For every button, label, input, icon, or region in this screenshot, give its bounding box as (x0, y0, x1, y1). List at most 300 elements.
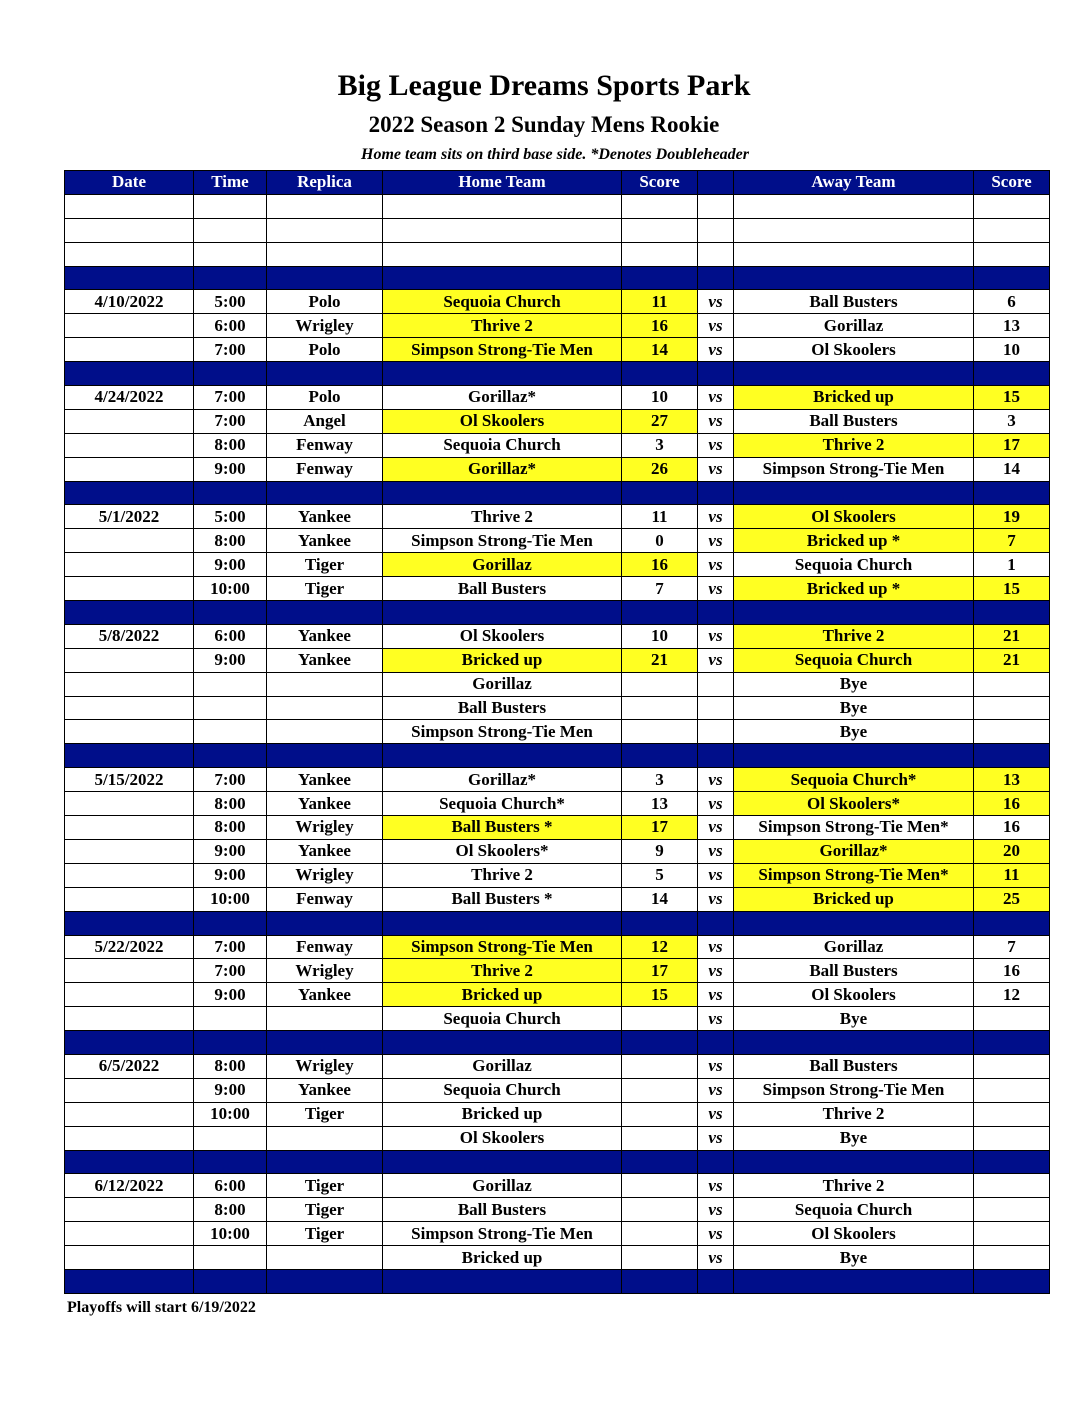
blank-cell (698, 194, 734, 218)
field-replica (267, 1126, 383, 1150)
separator-cell (698, 744, 734, 768)
game-date: 5/1/2022 (65, 505, 194, 529)
away-score: 25 (974, 887, 1050, 911)
blank-cell (734, 242, 974, 266)
separator-cell (383, 362, 622, 386)
game-row (65, 935, 1050, 959)
home-score: 27 (622, 409, 698, 433)
home-score (622, 1054, 698, 1078)
home-score: 16 (622, 314, 698, 338)
away-team: Bricked up (734, 386, 974, 410)
vs-label: vs (698, 792, 734, 816)
away-team: Ol Skoolers* (734, 792, 974, 816)
game-time (194, 672, 267, 696)
vs-label: vs (698, 577, 734, 601)
blank-row (65, 194, 1050, 218)
away-team: Simpson Strong-Tie Men (734, 457, 974, 481)
field-replica (267, 1007, 383, 1031)
page-title: Big League Dreams Sports Park (337, 69, 751, 102)
blank-cell (267, 194, 383, 218)
field-replica: Wrigley (267, 959, 383, 983)
away-score: 6 (974, 290, 1050, 314)
vs-label: vs (698, 386, 734, 410)
separator-cell (383, 911, 622, 935)
vs-label: vs (698, 409, 734, 433)
home-score: 13 (622, 792, 698, 816)
week-separator-row (65, 911, 1050, 935)
home-team: Ol Skoolers* (383, 839, 622, 863)
vs-label: vs (698, 1198, 734, 1222)
home-score: 11 (622, 290, 698, 314)
away-team: Thrive 2 (734, 1174, 974, 1198)
game-time: 6:00 (194, 314, 267, 338)
week-separator-row (65, 744, 1050, 768)
home-score (622, 1174, 698, 1198)
game-date (65, 314, 194, 338)
week-separator-row (65, 1269, 1050, 1293)
game-row (65, 314, 1050, 338)
separator-cell (622, 1269, 698, 1293)
game-row (65, 983, 1050, 1007)
vs-label: vs (698, 338, 734, 362)
playoffs-note: Playoffs will start 6/19/2022 (67, 1299, 256, 1316)
separator-cell (698, 1269, 734, 1293)
game-time: 8:00 (194, 433, 267, 457)
away-score: 16 (974, 816, 1050, 840)
home-team: Gorillaz* (383, 768, 622, 792)
away-team: Simpson Strong-Tie Men* (734, 863, 974, 887)
away-team: Gorillaz (734, 935, 974, 959)
blank-cell (698, 218, 734, 242)
field-replica: Tiger (267, 553, 383, 577)
separator-cell (734, 1269, 974, 1293)
separator-cell (267, 266, 383, 290)
field-replica: Angel (267, 409, 383, 433)
game-row (65, 863, 1050, 887)
home-score: 5 (622, 863, 698, 887)
field-replica: Yankee (267, 792, 383, 816)
separator-cell (974, 481, 1050, 505)
home-score (622, 1246, 698, 1270)
blank-cell (65, 218, 194, 242)
game-row (65, 1102, 1050, 1126)
home-score (622, 720, 698, 744)
separator-cell (698, 601, 734, 625)
home-team: Sequoia Church (383, 1078, 622, 1102)
game-date (65, 1126, 194, 1150)
game-row (65, 839, 1050, 863)
separator-cell (65, 266, 194, 290)
separator-cell (65, 911, 194, 935)
game-date (65, 1198, 194, 1222)
away-score: 10 (974, 338, 1050, 362)
away-team: Simpson Strong-Tie Men* (734, 816, 974, 840)
separator-cell (734, 1150, 974, 1174)
home-team: Ball Busters (383, 577, 622, 601)
separator-cell (734, 266, 974, 290)
week-separator-row (65, 266, 1050, 290)
vs-label: vs (698, 768, 734, 792)
away-team: Bye (734, 1126, 974, 1150)
blank-cell (734, 194, 974, 218)
home-team: Ball Busters * (383, 887, 622, 911)
header-date: Date (65, 171, 194, 195)
separator-cell (974, 601, 1050, 625)
game-row (65, 1007, 1050, 1031)
game-row (65, 1054, 1050, 1078)
vs-label: vs (698, 863, 734, 887)
week-separator-row (65, 1031, 1050, 1055)
separator-cell (194, 1150, 267, 1174)
game-date (65, 1222, 194, 1246)
field-replica: Tiger (267, 577, 383, 601)
away-score (974, 1078, 1050, 1102)
away-team: Bye (734, 1246, 974, 1270)
field-replica: Tiger (267, 1198, 383, 1222)
home-score (622, 1222, 698, 1246)
week-separator-row (65, 1150, 1050, 1174)
home-score: 7 (622, 577, 698, 601)
game-row (65, 338, 1050, 362)
blank-cell (383, 194, 622, 218)
home-score (622, 1198, 698, 1222)
separator-cell (974, 362, 1050, 386)
separator-cell (383, 744, 622, 768)
game-row (65, 1198, 1050, 1222)
vs-label: vs (698, 983, 734, 1007)
game-row (65, 887, 1050, 911)
game-time: 8:00 (194, 816, 267, 840)
home-team: Simpson Strong-Tie Men (383, 529, 622, 553)
game-date (65, 1102, 194, 1126)
home-team: Gorillaz (383, 1054, 622, 1078)
home-team: Gorillaz* (383, 457, 622, 481)
game-row (65, 792, 1050, 816)
home-score: 17 (622, 816, 698, 840)
field-replica: Yankee (267, 624, 383, 648)
game-time (194, 696, 267, 720)
field-replica: Fenway (267, 457, 383, 481)
separator-cell (974, 744, 1050, 768)
game-row (65, 720, 1050, 744)
home-team: Thrive 2 (383, 959, 622, 983)
week-separator-row (65, 481, 1050, 505)
blank-cell (194, 194, 267, 218)
away-score: 15 (974, 577, 1050, 601)
separator-cell (734, 362, 974, 386)
header-home-team: Home Team (383, 171, 622, 195)
separator-cell (383, 601, 622, 625)
away-score: 20 (974, 839, 1050, 863)
vs-label: vs (698, 935, 734, 959)
vs-label (698, 672, 734, 696)
away-score: 15 (974, 386, 1050, 410)
separator-cell (267, 911, 383, 935)
away-score (974, 696, 1050, 720)
away-team: Bricked up * (734, 529, 974, 553)
field-replica (267, 1246, 383, 1270)
away-score: 7 (974, 935, 1050, 959)
game-row (65, 409, 1050, 433)
game-date (65, 338, 194, 362)
field-replica: Fenway (267, 433, 383, 457)
game-time: 9:00 (194, 1078, 267, 1102)
game-date (65, 1246, 194, 1270)
game-date (65, 887, 194, 911)
separator-cell (622, 1150, 698, 1174)
game-time: 7:00 (194, 386, 267, 410)
header-vs (698, 171, 734, 195)
game-row (65, 290, 1050, 314)
game-date (65, 577, 194, 601)
home-score: 10 (622, 624, 698, 648)
home-team: Ol Skoolers (383, 1126, 622, 1150)
away-score: 21 (974, 624, 1050, 648)
away-score: 3 (974, 409, 1050, 433)
vs-label: vs (698, 1174, 734, 1198)
separator-cell (974, 911, 1050, 935)
home-score (622, 696, 698, 720)
away-team: Bye (734, 720, 974, 744)
home-score: 26 (622, 457, 698, 481)
game-date (65, 529, 194, 553)
game-time (194, 1007, 267, 1031)
home-team: Simpson Strong-Tie Men (383, 338, 622, 362)
away-score (974, 1102, 1050, 1126)
field-replica: Yankee (267, 529, 383, 553)
game-time: 8:00 (194, 529, 267, 553)
field-replica (267, 696, 383, 720)
home-score: 12 (622, 935, 698, 959)
header-replica: Replica (267, 171, 383, 195)
game-time: 7:00 (194, 935, 267, 959)
blank-cell (622, 242, 698, 266)
blank-row (65, 242, 1050, 266)
away-team: Sequoia Church (734, 553, 974, 577)
separator-cell (622, 601, 698, 625)
separator-cell (734, 481, 974, 505)
blank-row (65, 218, 1050, 242)
game-date (65, 672, 194, 696)
blank-cell (974, 242, 1050, 266)
away-score: 16 (974, 959, 1050, 983)
home-score: 3 (622, 433, 698, 457)
game-time: 9:00 (194, 983, 267, 1007)
separator-cell (65, 362, 194, 386)
vs-label (698, 696, 734, 720)
game-time: 5:00 (194, 290, 267, 314)
game-date: 5/15/2022 (65, 768, 194, 792)
separator-cell (65, 1031, 194, 1055)
separator-cell (65, 481, 194, 505)
game-time: 8:00 (194, 792, 267, 816)
game-row (65, 1174, 1050, 1198)
field-replica: Yankee (267, 1078, 383, 1102)
game-time: 7:00 (194, 338, 267, 362)
home-score (622, 1078, 698, 1102)
game-time: 8:00 (194, 1054, 267, 1078)
field-replica: Fenway (267, 935, 383, 959)
game-date: 5/8/2022 (65, 624, 194, 648)
field-replica (267, 720, 383, 744)
home-score: 14 (622, 887, 698, 911)
away-score: 17 (974, 433, 1050, 457)
game-date (65, 863, 194, 887)
game-time (194, 720, 267, 744)
field-replica: Tiger (267, 1174, 383, 1198)
away-team: Thrive 2 (734, 624, 974, 648)
week-separator-row (65, 601, 1050, 625)
game-time: 7:00 (194, 959, 267, 983)
game-time (194, 1126, 267, 1150)
schedule-body (65, 194, 1050, 1293)
field-replica: Tiger (267, 1102, 383, 1126)
away-team: Sequoia Church (734, 648, 974, 672)
game-date (65, 839, 194, 863)
field-replica: Wrigley (267, 314, 383, 338)
away-score: 7 (974, 529, 1050, 553)
game-row (65, 505, 1050, 529)
field-replica: Polo (267, 338, 383, 362)
separator-cell (194, 744, 267, 768)
game-time: 10:00 (194, 1102, 267, 1126)
header-away-score: Score (974, 171, 1050, 195)
game-time: 6:00 (194, 1174, 267, 1198)
blank-cell (974, 194, 1050, 218)
field-replica: Polo (267, 386, 383, 410)
separator-cell (974, 1031, 1050, 1055)
separator-cell (698, 911, 734, 935)
away-score: 19 (974, 505, 1050, 529)
game-date (65, 409, 194, 433)
vs-label: vs (698, 433, 734, 457)
home-team: Gorillaz (383, 553, 622, 577)
schedule-note: Home team sits on third base side. *Denotes Doubleheader (361, 146, 749, 163)
home-team: Bricked up (383, 1246, 622, 1270)
header-home-score: Score (622, 171, 698, 195)
separator-cell (698, 481, 734, 505)
separator-cell (194, 1269, 267, 1293)
blank-cell (65, 242, 194, 266)
away-score: 1 (974, 553, 1050, 577)
game-date: 4/10/2022 (65, 290, 194, 314)
home-score (622, 1007, 698, 1031)
vs-label: vs (698, 529, 734, 553)
week-separator-row (65, 362, 1050, 386)
home-team: Bricked up (383, 648, 622, 672)
away-score (974, 1198, 1050, 1222)
away-score: 13 (974, 314, 1050, 338)
separator-cell (622, 911, 698, 935)
home-team: Thrive 2 (383, 505, 622, 529)
blank-cell (698, 242, 734, 266)
field-replica: Yankee (267, 648, 383, 672)
separator-cell (65, 1150, 194, 1174)
blank-cell (622, 194, 698, 218)
header-time: Time (194, 171, 267, 195)
separator-cell (383, 481, 622, 505)
page-subtitle: 2022 Season 2 Sunday Mens Rookie (368, 112, 720, 137)
game-time: 9:00 (194, 863, 267, 887)
separator-cell (974, 266, 1050, 290)
away-team: Ball Busters (734, 409, 974, 433)
game-time: 9:00 (194, 648, 267, 672)
game-row (65, 386, 1050, 410)
game-row (65, 457, 1050, 481)
away-score: 21 (974, 648, 1050, 672)
away-team: Ol Skoolers (734, 1222, 974, 1246)
away-team: Simpson Strong-Tie Men (734, 1078, 974, 1102)
vs-label: vs (698, 624, 734, 648)
field-replica: Wrigley (267, 816, 383, 840)
away-team: Ball Busters (734, 1054, 974, 1078)
away-score (974, 1246, 1050, 1270)
home-team: Thrive 2 (383, 314, 622, 338)
separator-cell (194, 362, 267, 386)
vs-label: vs (698, 1126, 734, 1150)
home-score (622, 672, 698, 696)
separator-cell (698, 362, 734, 386)
separator-cell (974, 1269, 1050, 1293)
game-row (65, 553, 1050, 577)
game-row (65, 768, 1050, 792)
vs-label: vs (698, 1054, 734, 1078)
game-time (194, 1246, 267, 1270)
game-row (65, 529, 1050, 553)
field-replica: Yankee (267, 768, 383, 792)
away-score (974, 672, 1050, 696)
separator-cell (267, 1150, 383, 1174)
home-team: Bricked up (383, 983, 622, 1007)
blank-cell (383, 242, 622, 266)
away-team: Gorillaz (734, 314, 974, 338)
separator-cell (267, 481, 383, 505)
game-time: 7:00 (194, 409, 267, 433)
blank-cell (267, 242, 383, 266)
field-replica: Tiger (267, 1222, 383, 1246)
field-replica: Fenway (267, 887, 383, 911)
game-date (65, 792, 194, 816)
separator-cell (383, 1150, 622, 1174)
separator-cell (698, 1031, 734, 1055)
vs-label: vs (698, 648, 734, 672)
separator-cell (622, 362, 698, 386)
game-row (65, 816, 1050, 840)
separator-cell (734, 1031, 974, 1055)
game-date (65, 648, 194, 672)
away-team: Bye (734, 696, 974, 720)
game-row (65, 696, 1050, 720)
separator-cell (65, 601, 194, 625)
separator-cell (734, 911, 974, 935)
field-replica: Wrigley (267, 1054, 383, 1078)
home-team: Thrive 2 (383, 863, 622, 887)
game-time: 5:00 (194, 505, 267, 529)
separator-cell (622, 481, 698, 505)
vs-label: vs (698, 314, 734, 338)
game-time: 8:00 (194, 1198, 267, 1222)
game-row (65, 1126, 1050, 1150)
home-team: Ol Skoolers (383, 409, 622, 433)
separator-cell (622, 1031, 698, 1055)
game-date (65, 816, 194, 840)
game-date (65, 720, 194, 744)
away-team: Sequoia Church* (734, 768, 974, 792)
away-team: Bye (734, 1007, 974, 1031)
separator-cell (194, 911, 267, 935)
home-team: Gorillaz (383, 1174, 622, 1198)
home-score: 14 (622, 338, 698, 362)
